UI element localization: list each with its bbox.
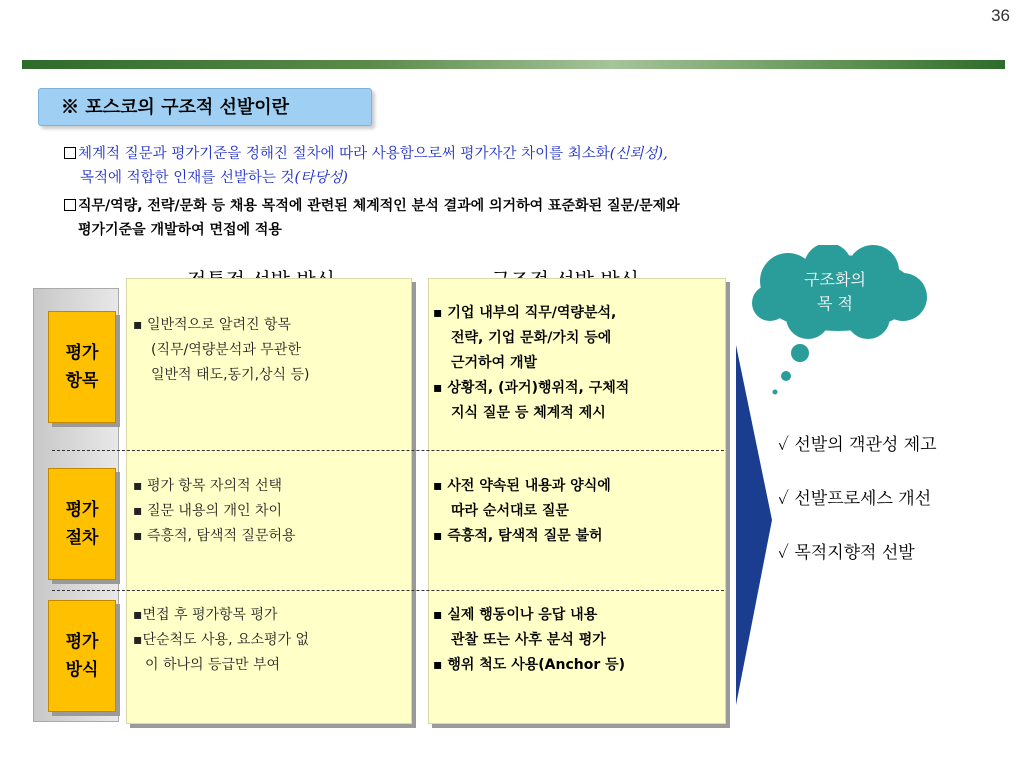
traditional-cell-method: ▪면접 후 평가항목 평가 ▪단순척도 사용, 요소평가 없 이 하나의 등급만 부여 bbox=[133, 607, 310, 673]
intro-bullet-1 bbox=[64, 142, 668, 166]
page-number: 36 bbox=[991, 6, 1010, 25]
category-eval-procedure: 평가 절차 bbox=[48, 468, 116, 580]
checkbox-bullet-icon bbox=[64, 147, 76, 159]
intro-b1-line2: 목적에 적합한 인재를 선발하는 것 bbox=[80, 170, 295, 186]
intro-b1-italic: (신뢰성), bbox=[609, 146, 668, 162]
structured-cell-method: ▪ 실제 행동이나 응답 내용 관찰 또는 사후 분석 평가 ▪ 행위 척도 사용(Anchor 등) bbox=[433, 607, 626, 673]
category-eval-method: 평가 방식 bbox=[48, 600, 116, 712]
intro-b2-line1: 직무/역량, 전략/문화 등 채용 목적에 관련된 체계적인 분석 결과에 의거하여 표준화된 질문/문제와 bbox=[78, 198, 680, 214]
intro-bullet-1-cont bbox=[80, 166, 348, 190]
purpose-item: ✓ 선발프로세스 개선 bbox=[778, 489, 932, 509]
structured-cell-procedure: ▪ 사전 약속된 내용과 양식에 따라 순서대로 질문 ▪ 즉흥적, 탐색적 질문 불허 bbox=[433, 478, 611, 544]
category-eval-items: 평가 항목 bbox=[48, 311, 116, 423]
traditional-cell-items: ▪ 일반적으로 알려진 항목 (직무/역량분석과 무관한 일반적 태도,동기,상식 등) bbox=[133, 317, 310, 383]
purpose-item: ✓ 목적지향적 선발 bbox=[778, 543, 915, 563]
intro-bullet-2-cont: 평가기준을 개발하여 면접에 적용 bbox=[78, 222, 282, 238]
intro-b1-italic2: (타당성) bbox=[294, 170, 348, 186]
arrow-triangle-icon bbox=[734, 340, 774, 710]
checkbox-bullet-icon bbox=[64, 199, 76, 211]
row-divider bbox=[52, 590, 724, 591]
row-divider bbox=[52, 450, 724, 451]
intro-b1-line1: 체계적 질문과 평가기준을 정해진 절차에 따라 사용함으로써 평가자간 차이를 최소화 bbox=[78, 146, 610, 162]
title-bar bbox=[22, 60, 1005, 69]
topic-title: ※ 포스코의 구조적 선발이란 bbox=[38, 88, 372, 126]
intro-bullet-2 bbox=[64, 194, 680, 218]
purpose-item: ✓ 선발의 객관성 제고 bbox=[778, 435, 937, 455]
structured-cell-items: ▪ 기업 내부의 직무/역량분석, 전략, 기업 문화/가치 등에 근거하여 개발 ▪ 상황적, (과거)행위적, 구체적 지식 질문 등 체계적 제시 bbox=[433, 305, 630, 421]
traditional-cell-procedure: ▪ 평가 항목 자의적 선택 ▪ 질문 내용의 개인 차이 ▪ 즉흥적, 탐색적 질문허용 bbox=[133, 478, 296, 544]
cloud-label: 구조화의 목 적 bbox=[804, 270, 866, 313]
